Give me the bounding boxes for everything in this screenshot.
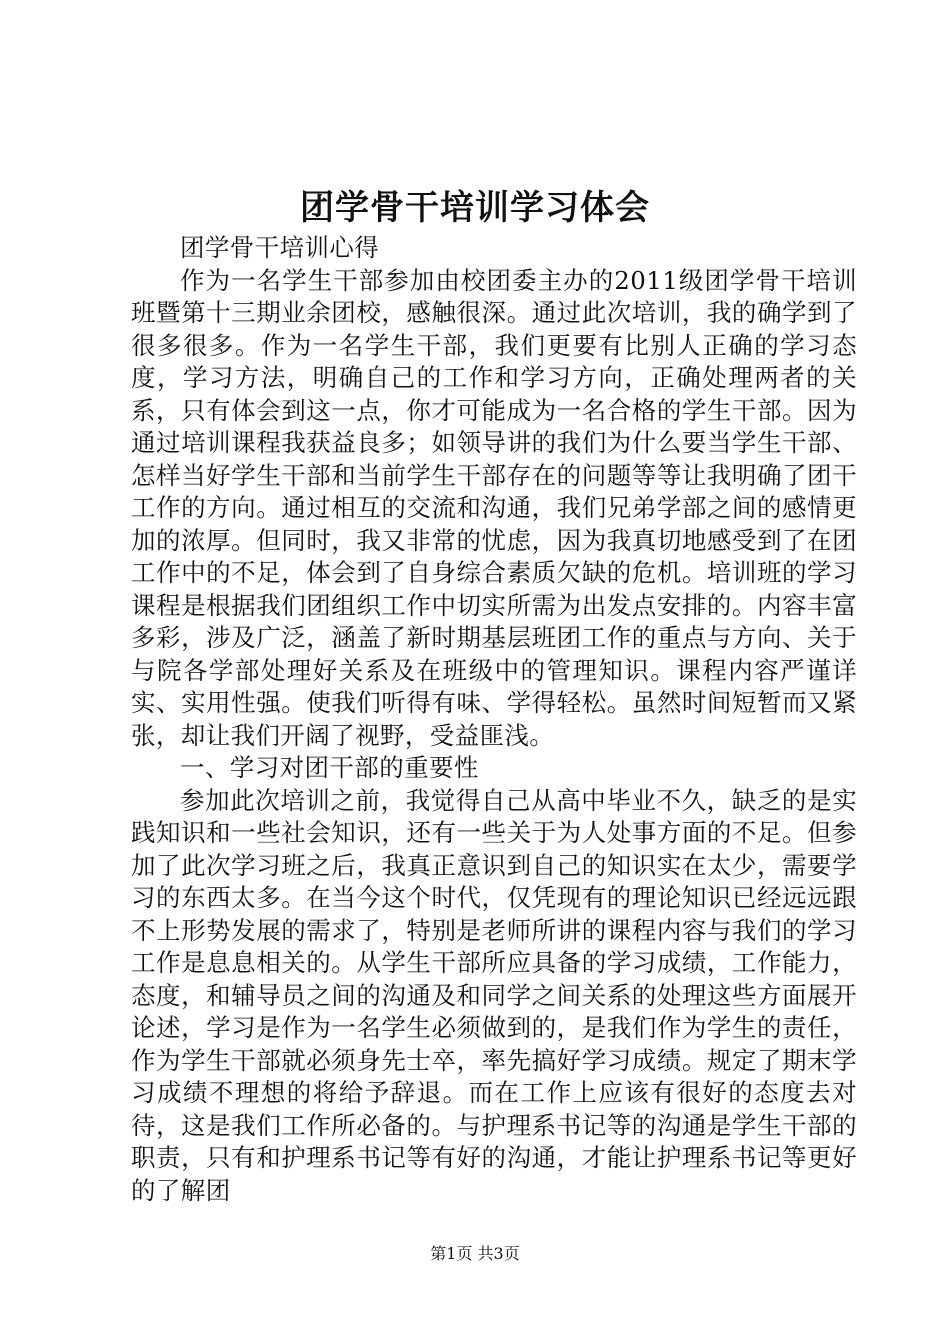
- page-footer: 第1页 共3页: [430, 1244, 520, 1263]
- paragraph-subtitle: 团学骨干培训心得: [180, 233, 380, 262]
- document-title: 团学骨干培训学习体会: [300, 188, 650, 228]
- section-heading: 一、学习对团干部的重要性: [180, 753, 479, 782]
- paragraph-intro: 作为一名学生干部参加由校团委主办的2011级团学骨干培训班暨第十三期业余团校，感触很深。通过此次培训，我的确学到了很多很多。作为一名学生干部，我们更要有比别人正确的学习态度，学习方法，明确自己的工作和学习方向，正确处理两者的关系，只有体会到这一点，你才可能成为一名合格的学生干部。因为通过培训课程我获益良多；如领导讲的我们为什么要当学生干部、怎样当好学生干部和当前学生干部存在的问题等等让我明确了团干工作的方向。通过相互的交流和沟通，我们兄弟学部之间的感情更加的浓厚。但同时，我又非常的忧虑，因为我真切地感受到了在团工作中的不足，体会到了自身综合素质欠缺的危机。培训班的学习课程是根据我们团组织工作中切实所需为出发点安排的。内容丰富多彩，涉及广泛，涵盖了新时期基层班团工作的重点与方向、关于与院各学部处理好关系及在班级中的管理知识。课程内容严谨详实、实用性强。使我们听得有味、学得轻松。虽然时间短暂而又紧张，却让我们开阔了视野，受益匪浅。: [131, 265, 857, 750]
- paragraph-section-one: 参加此次培训之前，我觉得自己从高中毕业不久，缺乏的是实践知识和一些社会知识，还有一些关于为人处事方面的不足。但参加了此次学习班之后，我真正意识到自己的知识实在太少，需要学习的东西太多。在当今这个时代，仅凭现有的理论知识已经远远跟不上形势发展的需求了，特别是老师所讲的课程内容与我们的学习工作是息息相关的。从学生干部所应具备的学习成绩，工作能力，态度，和辅导员之间的沟通及和同学之间关系的处理这些方面展开论述，学习是作为一名学生必须做到的，是我们作为学生的责任，作为学生干部就必须身先士卒，率先搞好学习成绩。规定了期末学习成绩不理想的将给予辞退。而在工作上应该有很好的态度去对待，这是我们工作所必备的。与护理系书记等的沟通是学生干部的职责，只有和护理系书记等有好的沟通，才能让护理系书记等更好的了解团: [131, 785, 857, 1205]
- document-body: [131, 232, 857, 1207]
